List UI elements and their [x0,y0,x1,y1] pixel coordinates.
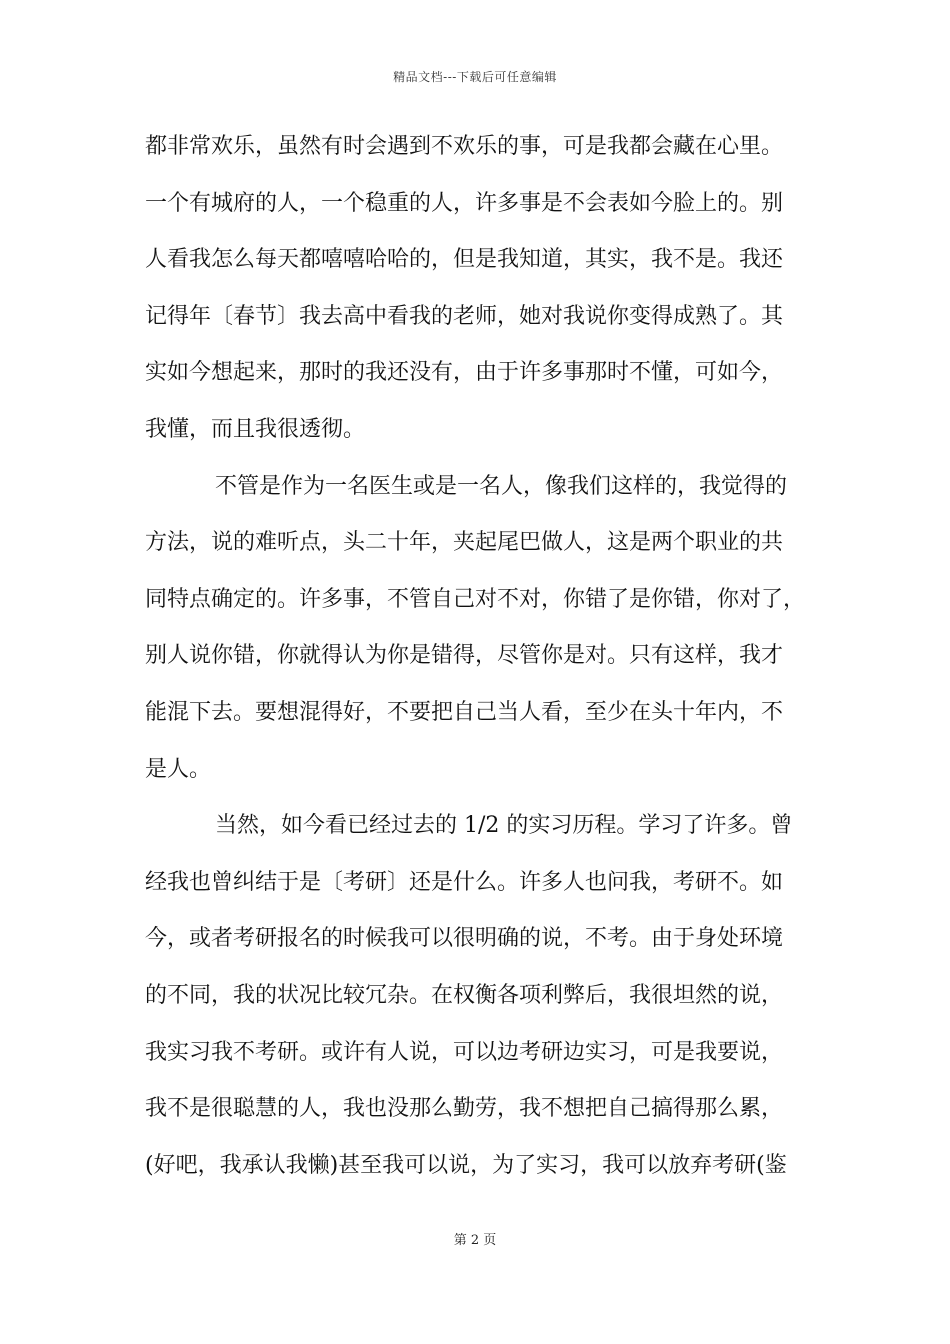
text-line: 经我也曾纠结于是〔考研〕还是什么。许多人也问我，考研不。如 [145,869,784,895]
text-line: 的不同，我的状况比较冗杂。在权衡各项利弊后，我很坦然的说， [145,982,784,1008]
text-line: 我不是很聪慧的人，我也没那么勤劳，我不想把自己搞得那么累， [145,1096,784,1122]
text-line: 当然，如今看已经过去的 1/2 的实习历程。学习了许多。曾 [215,813,793,839]
text-line: 同特点确定的。许多事，不管自己对不对，你错了是你错，你对了， [145,586,806,612]
page-header: 精品文档---下载后可任意编辑 [393,70,557,84]
text-line: 今，或者考研报名的时候我可以很明确的说，不考。由于身处环境 [145,926,784,952]
text-line: 都非常欢乐，虽然有时会遇到不欢乐的事，可是我都会藏在心里。 [145,134,784,159]
text-line: 我实习我不考研。或许有人说，可以边考研边实习，可是我要说， [145,1039,784,1065]
document-body [145,128,820,1203]
page-footer [0,1229,950,1248]
text-line: 方法，说的难听点，头二十年，夹起尾巴做人，这是两个职业的共 [145,530,784,556]
text-line: (好吧，我承认我懒)甚至我可以说，为了实习，我可以放弃考研(鉴 [145,1152,787,1178]
paragraph [145,807,820,1203]
text-line: 记得年〔春节〕我去高中看我的老师，她对我说你变得成熟了。其 [145,303,784,329]
text-line: 我懂，而且我很透彻。 [145,416,366,442]
text-line: 不管是作为一名医生或是一名人，像我们这样的，我觉得的 [215,473,788,499]
text-line: 能混下去。要想混得好，不要把自己当人看，至少在头十年内，不 [145,699,784,725]
page-number: 2 [470,1233,480,1248]
paragraph [145,128,820,468]
text-line: 一个有城府的人，一个稳重的人，许多事是不会表如今脸上的。别 [145,190,784,216]
text-line: 是人。 [145,756,212,782]
page-number-suffix: 页 [483,1233,497,1248]
text-line: 人看我怎么每天都嘻嘻哈哈的，但是我知道，其实，我不是。我还 [145,247,784,273]
paragraph [145,468,820,808]
page-number-prefix: 第 [453,1233,467,1248]
text-line: 别人说你错，你就得认为你是错得，尽管你是对。只有这样，我才 [145,643,784,669]
text-line: 实如今想起来，那时的我还没有，由于许多事那时不懂，可如今， [145,360,784,386]
